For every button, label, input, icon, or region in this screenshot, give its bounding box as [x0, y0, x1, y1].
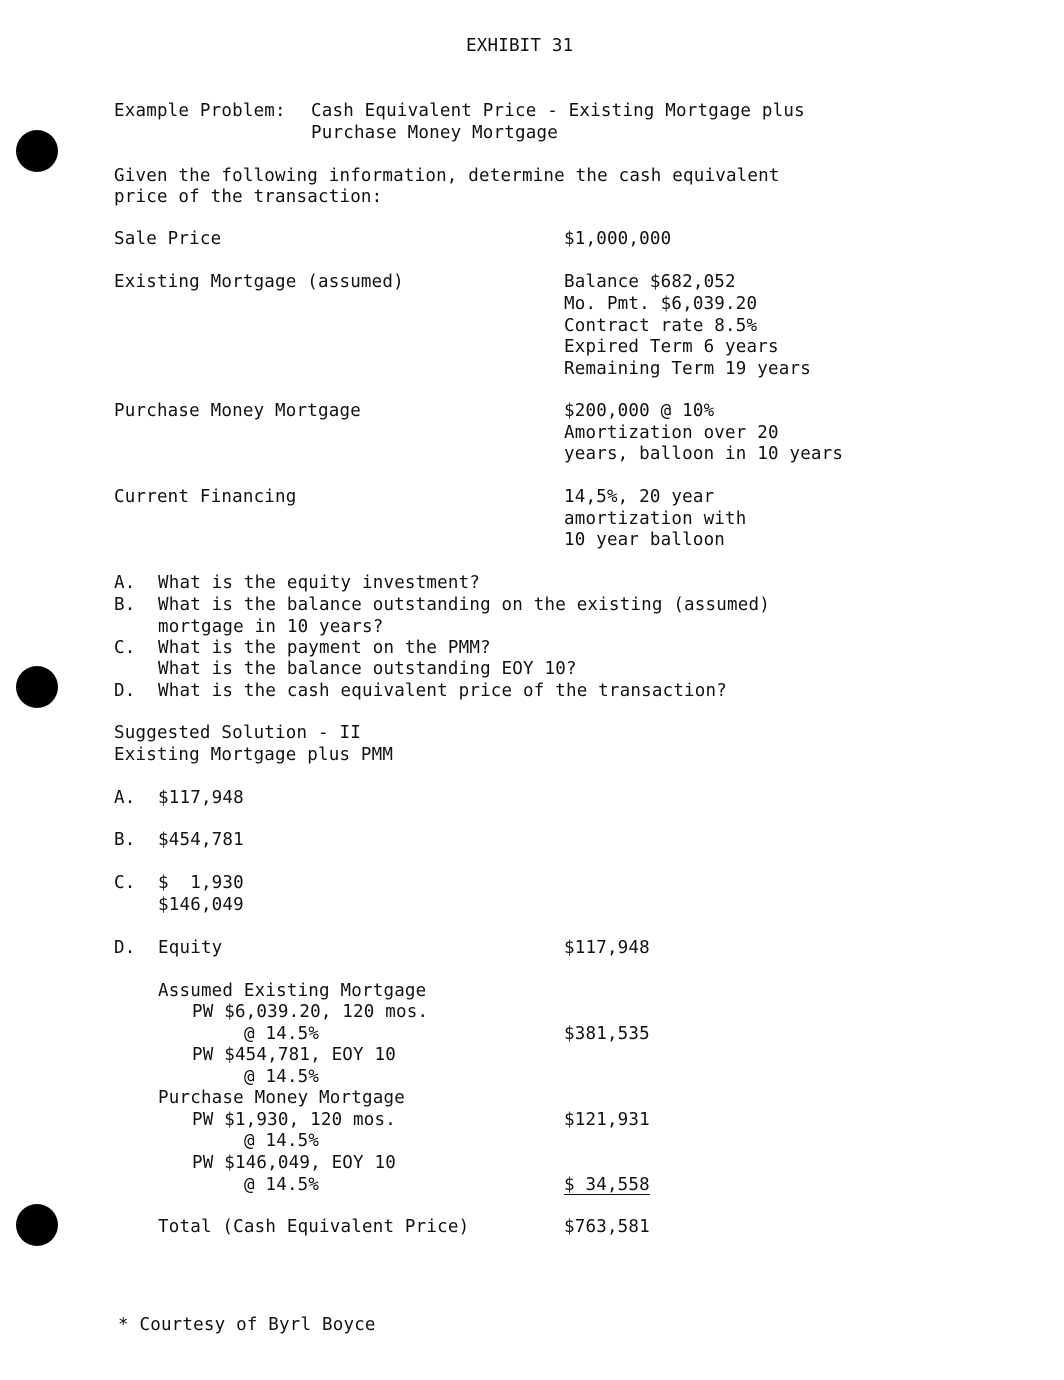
answer-letter-b: B.: [114, 830, 136, 850]
pw4-line2: @ 14.5%: [244, 1175, 320, 1195]
given-label-pmm: Purchase Money Mortgage: [114, 401, 361, 421]
given-value-existing-rate: Contract rate 8.5%: [564, 316, 758, 336]
given-value-financing-line3: 10 year balloon: [564, 530, 726, 550]
given-label-existing-mortgage: Existing Mortgage (assumed): [114, 272, 404, 292]
answer-b-value: $454,781: [158, 830, 244, 850]
binder-hole-bottom: [16, 1204, 58, 1246]
problem-title-line1: Cash Equivalent Price - Existing Mortgage plus: [311, 101, 805, 121]
given-value-existing-remaining: Remaining Term 19 years: [564, 359, 811, 379]
binder-hole-top: [16, 130, 58, 172]
pw1-value: $381,535: [564, 1024, 650, 1044]
exhibit-title: EXHIBIT 31: [466, 36, 574, 56]
pw3-line2: @ 14.5%: [244, 1131, 320, 1151]
given-value-pmm-line3: years, balloon in 10 years: [564, 444, 844, 464]
given-value-sale-price: $1,000,000: [564, 229, 672, 249]
answer-letter-d: D.: [114, 938, 136, 958]
question-b-text-line2: mortgage in 10 years?: [158, 617, 384, 637]
equity-label: Equity: [158, 938, 223, 958]
given-value-existing-payment: Mo. Pmt. $6,039.20: [564, 294, 758, 314]
question-c-text-line1: What is the payment on the PMM?: [158, 638, 491, 658]
answer-letter-c: C.: [114, 873, 136, 893]
given-value-pmm-line2: Amortization over 20: [564, 423, 779, 443]
pw1-line1: PW $6,039.20, 120 mos.: [192, 1002, 429, 1022]
answer-c-value-line1: $ 1,930: [158, 873, 244, 893]
answer-a-value: $117,948: [158, 788, 244, 808]
question-c-text-line2: What is the balance outstanding EOY 10?: [158, 659, 577, 679]
pw4-value: $ 34,558: [564, 1175, 650, 1195]
given-value-financing-line1: 14,5%, 20 year: [564, 487, 715, 507]
question-b-text-line1: What is the balance outstanding on the existing (assumed): [158, 595, 770, 615]
total-value: $763,581: [564, 1217, 650, 1237]
solution-heading-line1: Suggested Solution - II: [114, 723, 361, 743]
given-label-sale-price: Sale Price: [114, 229, 222, 249]
intro-line2: price of the transaction:: [114, 187, 383, 207]
pw1-line2: @ 14.5%: [244, 1024, 320, 1044]
answer-letter-a: A.: [114, 788, 136, 808]
given-value-pmm-line1: $200,000 @ 10%: [564, 401, 715, 421]
pw2-line1: PW $454,781, EOY 10: [192, 1045, 396, 1065]
problem-title-line2: Purchase Money Mortgage: [311, 123, 558, 143]
courtesy-footnote: * Courtesy of Byrl Boyce: [118, 1315, 376, 1335]
answer-c-value-line2: $146,049: [158, 895, 244, 915]
question-a-text: What is the equity investment?: [158, 573, 481, 593]
question-d-text: What is the cash equivalent price of the transaction?: [158, 681, 728, 701]
given-value-financing-line2: amortization with: [564, 509, 747, 529]
given-value-existing-balance: Balance $682,052: [564, 272, 736, 292]
binder-hole-middle: [16, 666, 58, 708]
intro-line1: Given the following information, determine the cash equivalent: [114, 166, 780, 186]
total-label: Total (Cash Equivalent Price): [158, 1217, 470, 1237]
pw3-value: $121,931: [564, 1110, 650, 1130]
solution-heading-line2: Existing Mortgage plus PMM: [114, 745, 394, 765]
pw3-line1: PW $1,930, 120 mos.: [192, 1110, 396, 1130]
problem-label: Example Problem:: [114, 101, 286, 121]
pw4-line1: PW $146,049, EOY 10: [192, 1153, 396, 1173]
question-letter-c: C.: [114, 638, 136, 658]
pmm-label: Purchase Money Mortgage: [158, 1088, 405, 1108]
equity-value: $117,948: [564, 938, 650, 958]
question-letter-a: A.: [114, 573, 136, 593]
assumed-mortgage-label: Assumed Existing Mortgage: [158, 981, 427, 1001]
given-label-current-financing: Current Financing: [114, 487, 297, 507]
question-letter-b: B.: [114, 595, 136, 615]
question-letter-d: D.: [114, 681, 136, 701]
given-value-existing-expired: Expired Term 6 years: [564, 337, 779, 357]
pw2-line2: @ 14.5%: [244, 1067, 320, 1087]
